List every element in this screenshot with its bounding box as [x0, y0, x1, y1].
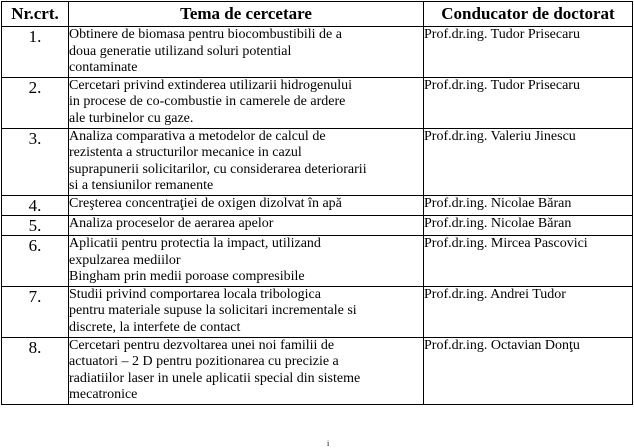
doctoral-advisor: Prof.dr.ing. Tudor Prisecaru — [424, 27, 633, 78]
topic-line: radiatiilor laser in unele aplicatii special din sisteme — [69, 370, 361, 386]
topic-line: Analiza comparativa a metodelor de calcul de — [69, 128, 326, 144]
topic-line: discrete, la interfete de contact — [69, 319, 241, 335]
topic-line: pentru materiale supuse la solicitari incrementale si — [69, 303, 357, 319]
doctoral-advisor: Prof.dr.ing. Andrei Tudor — [424, 286, 633, 337]
research-topic — [69, 286, 424, 337]
row-number: 3. — [2, 128, 69, 195]
footer-mark: i — [327, 439, 330, 448]
topic-line: contaminate — [69, 60, 138, 76]
topic-line: si a tensiunilor remanente — [69, 178, 214, 194]
research-topic — [69, 27, 424, 78]
table-row — [2, 235, 633, 286]
topic-line: mecatronice — [69, 387, 138, 403]
header-row — [2, 2, 633, 27]
topic-line: doua generatie utilizand soluri potential — [69, 43, 292, 59]
topic-line: Creşterea concentraţiei de oxigen dizolvat în apă — [69, 195, 342, 211]
topic-line: Analiza proceselor de aerarea apelor — [69, 215, 274, 231]
topic-line: Studii privind comportarea locala tribologica — [69, 286, 321, 302]
table-row — [2, 128, 633, 195]
header-advisor: Conducator de doctorat — [424, 2, 633, 27]
row-number: 7. — [2, 286, 69, 337]
table-row — [2, 337, 633, 404]
research-topic — [69, 128, 424, 195]
topic-line: suprapunerii solicitarilor, cu considerarea deteriorarii — [69, 161, 367, 177]
research-topics-table — [1, 1, 633, 405]
topic-line: Aplicatii pentru protectia la impact, utilizand — [69, 235, 321, 251]
row-number: 4. — [2, 195, 69, 215]
topic-line: Cercetari privind extinderea utilizarii hidrogenului — [69, 77, 353, 93]
research-topic — [69, 337, 424, 404]
topic-line: Cercetari pentru dezvoltarea unei noi familii de — [69, 337, 335, 353]
doctoral-advisor: Prof.dr.ing. Nicolae Băran — [424, 215, 633, 235]
doctoral-advisor: Prof.dr.ing. Mircea Pascovici — [424, 235, 633, 286]
row-number: 8. — [2, 337, 69, 404]
row-number: 2. — [2, 77, 69, 128]
row-number: 5. — [2, 215, 69, 235]
table-row — [2, 286, 633, 337]
research-topic — [69, 195, 424, 215]
row-number: 6. — [2, 235, 69, 286]
research-topic — [69, 77, 424, 128]
doctoral-advisor: Prof.dr.ing. Octavian Donţu — [424, 337, 633, 404]
topic-line: actuatori – 2 D pentru pozitionarea cu precizie a — [69, 354, 339, 370]
doctoral-advisor: Prof.dr.ing. Tudor Prisecaru — [424, 77, 633, 128]
header-nr: Nr.crt. — [2, 2, 69, 27]
topic-line: ale turbinelor cu gaze. — [69, 110, 194, 126]
topic-line: expulzarea mediilor — [69, 252, 181, 268]
research-topic — [69, 215, 424, 235]
research-topic — [69, 235, 424, 286]
table-row — [2, 27, 633, 78]
table-row — [2, 195, 633, 215]
topic-line: Obtinere de biomasa pentru biocombustibili de a — [69, 27, 342, 42]
topic-line: in procese de co-combustie in camerele de ardere — [69, 94, 346, 110]
table-row — [2, 215, 633, 235]
row-number: 1. — [2, 27, 69, 78]
header-topic: Tema de cercetare — [69, 2, 424, 27]
topic-line: Bingham prin medii poroase compresibile — [69, 269, 305, 285]
doctoral-advisor: Prof.dr.ing. Nicolae Băran — [424, 195, 633, 215]
doctoral-advisor: Prof.dr.ing. Valeriu Jinescu — [424, 128, 633, 195]
topic-line: rezistenta a structurilor mecanice in cazul — [69, 145, 302, 161]
table-row — [2, 77, 633, 128]
